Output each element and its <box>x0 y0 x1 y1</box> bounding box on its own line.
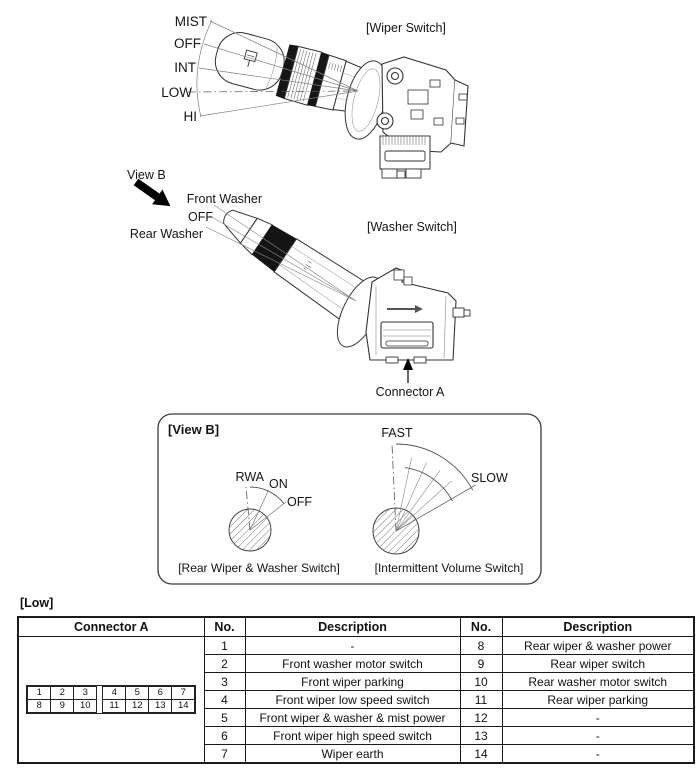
washer-switch-title: [Washer Switch] <box>367 220 457 234</box>
pin-cell: 6 <box>149 687 172 700</box>
header-no-left: No. <box>204 617 245 637</box>
pin-description: - <box>502 709 694 727</box>
rear-wiper-washer-switch-drawing <box>178 470 340 575</box>
pin-grid-right-group <box>102 686 195 713</box>
header-connector-a: Connector A <box>18 617 204 637</box>
pin-no: 5 <box>204 709 245 727</box>
header-no-right: No. <box>460 617 502 637</box>
wiper-stalk-end-cap <box>210 27 289 95</box>
wiper-position-label-mist: MIST <box>174 14 207 29</box>
table-header-row <box>18 617 694 637</box>
wiper-position-label-low: LOW <box>161 85 192 100</box>
wiper-switch-title: [Wiper Switch] <box>366 21 446 35</box>
washer-position-label-front: Front Washer <box>186 192 262 206</box>
intermittent-volume-switch-drawing <box>373 426 523 575</box>
washer-position-label-rear: Rear Washer <box>129 227 203 241</box>
pin-description: Rear wiper switch <box>502 655 694 673</box>
pin-cell: 4 <box>103 687 126 700</box>
rear-switch-label-off: OFF <box>287 495 312 509</box>
pin-description: Front wiper parking <box>245 673 460 691</box>
washer-position-label-off: OFF <box>188 210 213 224</box>
view-b-ref-label: View B <box>127 168 166 182</box>
pin-no: 9 <box>460 655 502 673</box>
volume-switch-label-slow: SLOW <box>471 471 508 485</box>
pin-description: - <box>502 745 694 764</box>
pin-no: 8 <box>460 637 502 655</box>
pin-no: 1 <box>204 637 245 655</box>
rear-switch-caption: [Rear Wiper & Washer Switch] <box>178 561 340 575</box>
wiper-position-label-int: INT <box>174 60 196 75</box>
wiper-position-label-hi: HI <box>183 109 197 124</box>
wiper-position-label-off: OFF <box>174 36 201 51</box>
wiper-switch-drawing <box>161 14 468 178</box>
view-b-panel <box>158 414 541 584</box>
connector-pin-grid <box>26 685 196 714</box>
pin-description: - <box>245 637 460 655</box>
rear-switch-label-rwa: RWA <box>235 470 264 484</box>
pin-cell: 8 <box>28 700 51 713</box>
washer-switch-drawing <box>127 168 470 399</box>
pin-cell: 7 <box>172 687 195 700</box>
pin-cell: 5 <box>126 687 149 700</box>
table-row <box>18 637 694 655</box>
header-description-right: Description <box>502 617 694 637</box>
pin-description: Front wiper high speed switch <box>245 727 460 745</box>
pin-description: Wiper earth <box>245 745 460 764</box>
pin-grid-left-group <box>27 686 97 713</box>
view-b-title: [View B] <box>168 422 220 437</box>
pin-no: 6 <box>204 727 245 745</box>
pin-cell: 9 <box>51 700 74 713</box>
pin-no: 14 <box>460 745 502 764</box>
pin-cell: 14 <box>172 700 195 713</box>
section-label-low: [Low] <box>20 596 54 610</box>
pin-cell: 3 <box>74 687 97 700</box>
pin-description: Front washer motor switch <box>245 655 460 673</box>
pin-description: Front wiper low speed switch <box>245 691 460 709</box>
pin-cell: 12 <box>126 700 149 713</box>
pin-no: 3 <box>204 673 245 691</box>
connector-a-label: Connector A <box>375 385 445 399</box>
pin-no: 7 <box>204 745 245 764</box>
pin-description: Rear wiper & washer power <box>502 637 694 655</box>
pin-cell: 13 <box>149 700 172 713</box>
pin-description: Rear wiper parking <box>502 691 694 709</box>
pin-cell: 11 <box>103 700 126 713</box>
pin-description: - <box>502 727 694 745</box>
header-description-left: Description <box>245 617 460 637</box>
pin-no: 2 <box>204 655 245 673</box>
volume-switch-label-fast: FAST <box>381 426 413 440</box>
pin-description: Rear washer motor switch <box>502 673 694 691</box>
pin-no: 10 <box>460 673 502 691</box>
pin-no: 12 <box>460 709 502 727</box>
pin-cell: 10 <box>74 700 97 713</box>
pin-cell: 2 <box>51 687 74 700</box>
wiper-connector-block <box>380 136 430 178</box>
connector-a-callout <box>376 358 445 399</box>
pin-no: 11 <box>460 691 502 709</box>
pin-cell: 1 <box>28 687 51 700</box>
connector-a-diagram-cell <box>18 637 204 764</box>
pin-description: Front wiper & washer & mist power <box>245 709 460 727</box>
pin-no: 4 <box>204 691 245 709</box>
connector-pin-table <box>17 616 695 764</box>
volume-switch-caption: [Intermittent Volume Switch] <box>374 561 524 575</box>
rear-switch-label-on: ON <box>269 477 288 491</box>
pin-no: 13 <box>460 727 502 745</box>
washer-switch-body <box>366 268 470 363</box>
